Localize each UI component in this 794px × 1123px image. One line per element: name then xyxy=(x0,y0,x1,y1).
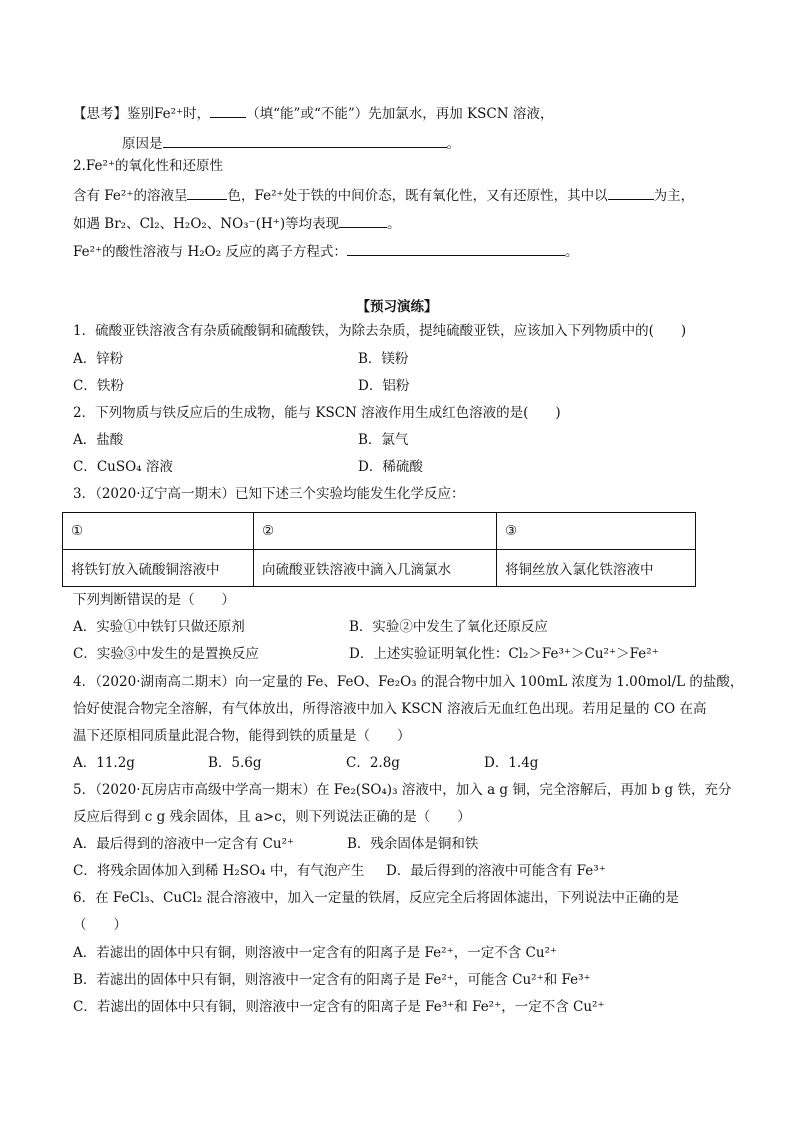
q3-stem: 3．（2020·辽宁高一期末）已知下述三个实验均能发生化学反应： xyxy=(73,486,465,502)
text: 色，Fe²⁺处于铁的中间价态，既有氧化性，又有还原性，其中以 xyxy=(227,188,608,204)
q2-option-d[interactable]: D．稀硫酸 xyxy=(358,459,423,475)
q3-option-d[interactable]: D．上述实验证明氧化性：Cl₂＞Fe³⁺＞Cu²⁺＞Fe²⁺ xyxy=(349,646,659,662)
q6-option-c[interactable]: C．若滤出的固体中只有铜，则溶液中一定含有的阳离子是 Fe³⁺和 Fe²⁺，一定不含 Cu²⁺ xyxy=(73,999,605,1015)
q2-option-a[interactable]: A．盐酸 xyxy=(73,432,124,448)
q5-stem-line2: 反应后得到 c g 残余固体，且 a>c，则下列说法正确的是（ ） xyxy=(73,809,471,825)
think-reason-line xyxy=(122,133,460,153)
answer-blank[interactable] xyxy=(339,213,387,228)
q1-stem: 1．硫酸亚铁溶液含有杂质硫酸铜和硫酸铁，为除去杂质，提纯硫酸亚铁，应该加入下列物质中的( ) xyxy=(73,323,687,339)
text: 。 xyxy=(564,244,579,260)
q6-option-a[interactable]: A．若滤出的固体中只有铜，则溶液中一定含有的阳离子是 Fe²⁺，一定不含 Cu²⁺ xyxy=(73,945,558,961)
table-cell: 将铁钉放入硫酸铜溶液中 xyxy=(63,550,254,587)
text: 为主， xyxy=(653,188,695,204)
q5-option-b[interactable]: B．残余固体是铜和铁 xyxy=(347,836,479,852)
q5-stem-line1: 5．（2020·瓦房店市高级中学高一期末）在 Fe₂(SO₄)₃ 溶液中，加入 a g 铜，完全溶解后，再加 b g 铁，充分 xyxy=(73,782,732,798)
think-line xyxy=(73,103,553,123)
q5-option-c[interactable]: C．将残余固体加入到稀 H₂SO₄ 中，有气泡产生 xyxy=(73,863,365,879)
q3-option-b[interactable]: B．实验②中发生了氧化还原反应 xyxy=(349,619,548,635)
q4-stem-line1: 4．（2020·湖南高二期末）向一定量的 Fe、FeO、Fe₂O₃ 的混合物中加入 100mL 浓度为 1.00mol/L 的盐酸， xyxy=(73,674,744,690)
q3-option-a[interactable]: A．实验①中铁钉只做还原剂 xyxy=(73,619,245,635)
think-text-b: （填“能”或“不能”）先加氯水，再加 KSCN 溶液， xyxy=(246,106,554,122)
think-text-a: 鉴别Fe²⁺时， xyxy=(127,106,211,122)
section2-line1 xyxy=(73,185,694,205)
section2-line2 xyxy=(73,213,401,233)
q1-option-d[interactable]: D．铝粉 xyxy=(358,378,410,394)
practice-title: 【预习演练】 xyxy=(356,299,438,315)
q4-option-d[interactable]: D．1.4g xyxy=(484,755,539,771)
answer-blank[interactable] xyxy=(608,185,654,200)
table-header-cell: ① xyxy=(63,513,254,550)
table-cell: 向硫酸亚铁溶液中滴入几滴氯水 xyxy=(254,550,497,587)
reason-label: 原因是 xyxy=(122,136,163,152)
text: 含有 Fe²⁺的溶液呈 xyxy=(73,188,188,204)
section2-line3 xyxy=(73,241,578,261)
q6-option-b[interactable]: B．若滤出的固体中只有铜，则溶液中一定含有的阳离子是 Fe²⁺，可能含 Cu²⁺和 Fe³⁺ xyxy=(73,972,591,988)
q6-stem-line1: 6．在 FeCl₃、CuCl₂ 混合溶液中，加入一定量的铁屑，反应完全后将固体滤出，下列说法中正确的是 xyxy=(73,890,679,906)
answer-blank[interactable] xyxy=(347,241,565,256)
q3-option-c[interactable]: C．实验③中发生的是置换反应 xyxy=(73,646,259,662)
q1-option-b[interactable]: B．镁粉 xyxy=(358,351,409,367)
text: 。 xyxy=(387,216,401,232)
answer-blank[interactable] xyxy=(163,133,447,148)
experiment-table xyxy=(62,512,696,587)
table-header-cell: ② xyxy=(254,513,497,550)
table-cell: 将铜丝放入氯化铁溶液中 xyxy=(497,550,696,587)
q6-stem-line2: （ ） xyxy=(73,917,127,933)
text: Fe²⁺的酸性溶液与 H₂O₂ 反应的离子方程式： xyxy=(73,244,347,260)
q4-option-a[interactable]: A．11.2g xyxy=(73,755,135,771)
text: 如遇 Br₂、Cl₂、H₂O₂、NO₃⁻(H⁺)等均表现 xyxy=(73,216,340,232)
q4-stem-line2: 恰好使混合物完全溶解，有气体放出，所得溶液中加入 KSCN 溶液后无血红色出现。若用足量的 CO 在高 xyxy=(73,701,707,717)
table-row xyxy=(63,513,696,550)
table-row xyxy=(63,550,696,587)
q2-option-b[interactable]: B．氯气 xyxy=(358,432,409,448)
table-header-cell: ③ xyxy=(497,513,696,550)
q5-option-d[interactable]: D．最后得到的溶液中可能含有 Fe³⁺ xyxy=(386,863,606,879)
q3-ask: 下列判断错误的是（ ） xyxy=(73,592,235,608)
q2-option-c[interactable]: C．CuSO₄ 溶液 xyxy=(73,459,173,475)
answer-blank[interactable] xyxy=(210,103,246,118)
answer-blank[interactable] xyxy=(187,185,227,200)
q4-stem-line3: 温下还原相同质量此混合物，能得到铁的质量是（ ） xyxy=(73,728,411,744)
punct: 。 xyxy=(446,136,460,152)
q4-option-b[interactable]: B．5.6g xyxy=(208,755,262,771)
q4-option-c[interactable]: C．2.8g xyxy=(346,755,400,771)
think-label: 【思考】 xyxy=(73,106,127,122)
q2-stem: 2．下列物质与铁反应后的生成物，能与 KSCN 溶液作用生成红色溶液的是( ) xyxy=(73,405,561,421)
q1-option-c[interactable]: C．铁粉 xyxy=(73,378,124,394)
q1-option-a[interactable]: A．锌粉 xyxy=(73,351,124,367)
q5-option-a[interactable]: A．最后得到的溶液中一定含有 Cu²⁺ xyxy=(73,836,295,852)
section-title: 2.Fe²⁺的氧化性和还原性 xyxy=(73,158,224,174)
